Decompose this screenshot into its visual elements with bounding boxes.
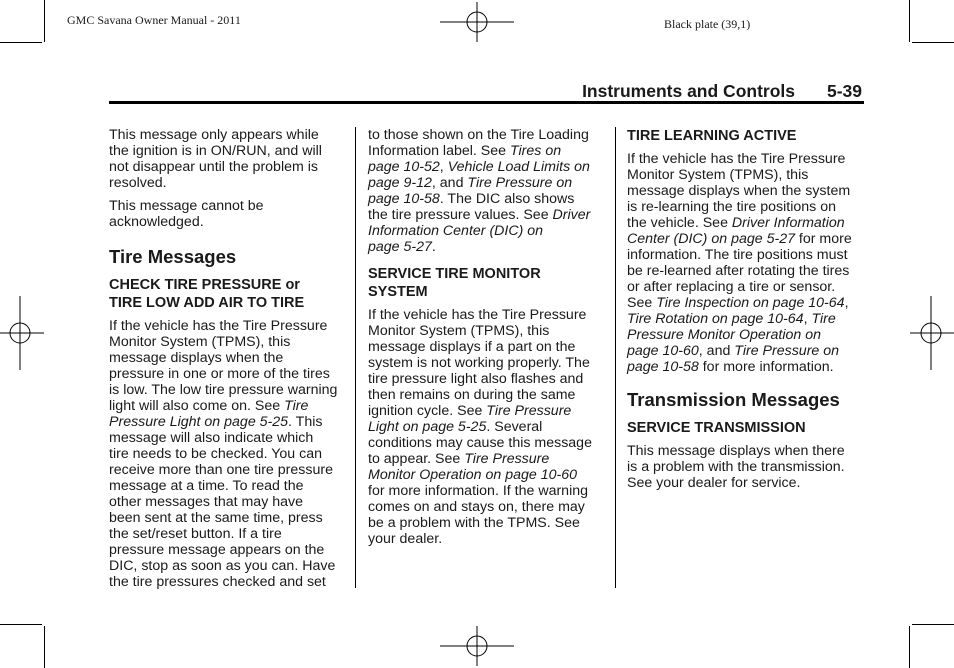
- text-line: your dealer.: [368, 531, 443, 547]
- text-line: This message displays when there: [627, 443, 845, 459]
- text-line: [109, 414, 349, 430]
- print-header-right: Black plate (39,1): [664, 17, 751, 31]
- crop-mark: [44, 626, 45, 668]
- text-span: Information label. See: [368, 143, 510, 159]
- heading-line: SYSTEM: [368, 284, 428, 300]
- paragraph: [368, 127, 608, 255]
- cross-reference[interactable]: Pressure Monitor Operation on: [627, 327, 821, 343]
- header-rule: [109, 101, 864, 104]
- text-line: Monitor System (TPMS), this: [109, 334, 291, 350]
- section-heading: Transmission Messages: [627, 389, 840, 410]
- text-line: pressure message appears on the: [109, 542, 325, 558]
- text-span: . This: [288, 414, 323, 430]
- section-title: Instruments and Controls: [582, 81, 795, 101]
- cross-reference[interactable]: Tire Pressure on: [467, 175, 573, 191]
- cross-reference[interactable]: page 5-27: [368, 239, 432, 255]
- text-line: [368, 191, 608, 207]
- text-line: pressure in one or more of the tires: [109, 366, 330, 382]
- text-line: tire pressure light also flashes and: [368, 371, 584, 387]
- text-line: [368, 403, 608, 419]
- cross-reference[interactable]: page 10-60: [627, 343, 699, 359]
- text-line: message displays when the: [109, 350, 284, 366]
- text-line: message will also indicate which: [109, 430, 314, 446]
- page-number: 5-39: [827, 81, 863, 101]
- text-line: message at a time. To read the: [109, 478, 304, 494]
- crop-mark: [909, 626, 910, 668]
- paragraph: [627, 151, 867, 375]
- text-line: [368, 175, 608, 191]
- text-line: be a problem with the TPMS. See: [368, 515, 580, 531]
- text-span: ignition cycle. See: [368, 403, 487, 419]
- text-line: be re-learned after rotating the tires: [627, 263, 850, 279]
- text-line: This message only appears while: [109, 127, 319, 143]
- text-line: for more information. If the warning: [368, 483, 589, 499]
- text-line: If the vehicle has the Tire Pressure: [109, 318, 328, 334]
- text-line: then remains on during the same: [368, 387, 576, 403]
- cross-reference[interactable]: Monitor Operation on page 10-60: [368, 467, 578, 483]
- text-line: [368, 207, 608, 223]
- subsection-heading: [368, 265, 608, 301]
- text-line: [627, 231, 867, 247]
- column-3: [627, 127, 867, 498]
- text-line: comes on and stays on, there may: [368, 499, 585, 515]
- column-1: [109, 127, 349, 597]
- column-2: [368, 127, 608, 554]
- text-line: tire needs to be checked. You can: [109, 446, 322, 462]
- text-line: is re-learning the tire positions on: [627, 199, 836, 215]
- print-header-left: GMC Savana Owner Manual - 2011: [67, 13, 241, 27]
- text-span: ,: [439, 159, 448, 175]
- text-line: See your dealer for service.: [627, 475, 801, 491]
- text-line: system is not working properly. The: [368, 355, 590, 371]
- crop-mark: [0, 42, 42, 43]
- text-span: to appear. See: [368, 451, 465, 467]
- cross-reference[interactable]: page 10-58: [368, 191, 440, 207]
- text-line: Monitor System (TPMS), this: [368, 323, 550, 339]
- paragraph: [109, 127, 349, 191]
- cross-reference[interactable]: Tires on: [509, 143, 562, 159]
- cross-reference[interactable]: Pressure Light on page 5-25: [109, 414, 289, 430]
- cross-reference[interactable]: Driver: [552, 207, 591, 223]
- cross-reference[interactable]: page 10-58: [627, 359, 699, 375]
- text-line: [627, 327, 867, 343]
- text-line: [368, 239, 608, 255]
- text-line: not disappear until the problem is: [109, 159, 318, 175]
- text-span: the vehicle. See: [627, 215, 732, 231]
- crop-mark: [0, 624, 42, 625]
- text-line: DIC, stop as soon as you can. Have: [109, 558, 336, 574]
- text-span: ,: [803, 311, 812, 327]
- cross-reference[interactable]: Tire Inspection on page 10-64: [656, 295, 845, 311]
- text-span: See: [627, 295, 657, 311]
- text-line: [368, 143, 608, 159]
- text-line: message displays if a part on the: [368, 339, 576, 355]
- text-span: light will also come on. See: [109, 398, 285, 414]
- text-line: [627, 343, 867, 359]
- crop-mark: [912, 624, 954, 625]
- text-span: . The DIC also shows: [439, 191, 575, 207]
- text-line: the set/reset button. If a tire: [109, 526, 282, 542]
- subsection-heading: TIRE LEARNING ACTIVE: [627, 128, 797, 144]
- text-line: Monitor System (TPMS), this: [627, 167, 809, 183]
- cross-reference[interactable]: Tire Pressure: [464, 451, 550, 467]
- crop-mark: [912, 42, 954, 43]
- registration-mark-icon: [910, 296, 954, 370]
- text-line: [368, 159, 608, 175]
- text-line: is a problem with the transmission.: [627, 459, 845, 475]
- cross-reference[interactable]: Vehicle Load Limits on: [447, 159, 590, 175]
- cross-reference[interactable]: Tire: [284, 398, 309, 414]
- crop-mark: [44, 0, 45, 42]
- crop-mark: [909, 0, 910, 42]
- section-heading: Tire Messages: [109, 246, 237, 267]
- cross-reference[interactable]: Tire Pressure: [486, 403, 572, 419]
- text-line: is low. The low tire pressure warning: [109, 382, 338, 398]
- text-line: been sent at the same time, press: [109, 510, 323, 526]
- paragraph: [109, 318, 349, 590]
- text-line: [368, 467, 608, 483]
- text-span: .: [431, 239, 436, 255]
- subsection-heading: SERVICE TRANSMISSION: [627, 420, 806, 436]
- cross-reference[interactable]: Light on page 5-25: [368, 419, 487, 435]
- text-line: [109, 398, 349, 414]
- paragraph: [109, 198, 349, 230]
- paragraph: [368, 307, 608, 547]
- text-line: the ignition is in ON/RUN, and will: [109, 143, 322, 159]
- text-line: other messages that may have: [109, 494, 303, 510]
- cross-reference[interactable]: Tire Pressure on: [734, 343, 840, 359]
- registration-mark-icon: [440, 626, 514, 666]
- cross-reference[interactable]: Tire Rotation on page 10-64: [627, 311, 804, 327]
- text-line: information. The tire positions must: [627, 247, 848, 263]
- cross-reference[interactable]: Center (DIC) on page 5-27: [627, 231, 795, 247]
- text-span: , and: [698, 343, 735, 359]
- text-span: . Several: [486, 419, 543, 435]
- text-line: [368, 223, 608, 239]
- text-line: receive more than one tire pressure: [109, 462, 333, 478]
- text-line: [368, 451, 608, 467]
- cross-reference[interactable]: page 9-12: [368, 175, 432, 191]
- cross-reference[interactable]: Tire: [811, 311, 836, 327]
- heading-line: TIRE LOW ADD AIR TO TIRE: [109, 295, 305, 311]
- text-span: for more information.: [698, 359, 834, 375]
- text-line: to those shown on the Tire Loading: [368, 127, 589, 143]
- column-divider: [615, 127, 616, 588]
- text-line: [627, 215, 867, 231]
- registration-mark-icon: [440, 2, 514, 42]
- heading-line: CHECK TIRE PRESSURE or: [109, 277, 300, 293]
- text-line: the tire pressures checked and set: [109, 574, 326, 590]
- text-line: resolved.: [109, 175, 167, 191]
- text-span: ,: [844, 295, 849, 311]
- text-span: for more: [794, 231, 852, 247]
- text-line: message displays when the system: [627, 183, 851, 199]
- text-line: [627, 311, 867, 327]
- text-line: [627, 295, 867, 311]
- text-span: , and: [431, 175, 468, 191]
- cross-reference[interactable]: Information Center (DIC) on: [368, 223, 544, 239]
- column-divider: [355, 127, 356, 588]
- text-line: If the vehicle has the Tire Pressure: [627, 151, 846, 167]
- registration-mark-icon: [0, 296, 44, 370]
- text-line: or after replacing a tire or sensor.: [627, 279, 836, 295]
- cross-reference[interactable]: Driver Information: [731, 215, 845, 231]
- text-span: the tire pressure values. See: [368, 207, 553, 223]
- paragraph: [627, 443, 867, 491]
- text-line: This message cannot be: [109, 198, 264, 214]
- text-line: [627, 359, 867, 375]
- text-line: If the vehicle has the Tire Pressure: [368, 307, 587, 323]
- text-line: conditions may cause this message: [368, 435, 592, 451]
- heading-line: SERVICE TIRE MONITOR: [368, 266, 541, 282]
- text-line: acknowledged.: [109, 214, 204, 230]
- cross-reference[interactable]: page 10-52: [368, 159, 440, 175]
- subsection-heading: [109, 276, 349, 312]
- text-line: [368, 419, 608, 435]
